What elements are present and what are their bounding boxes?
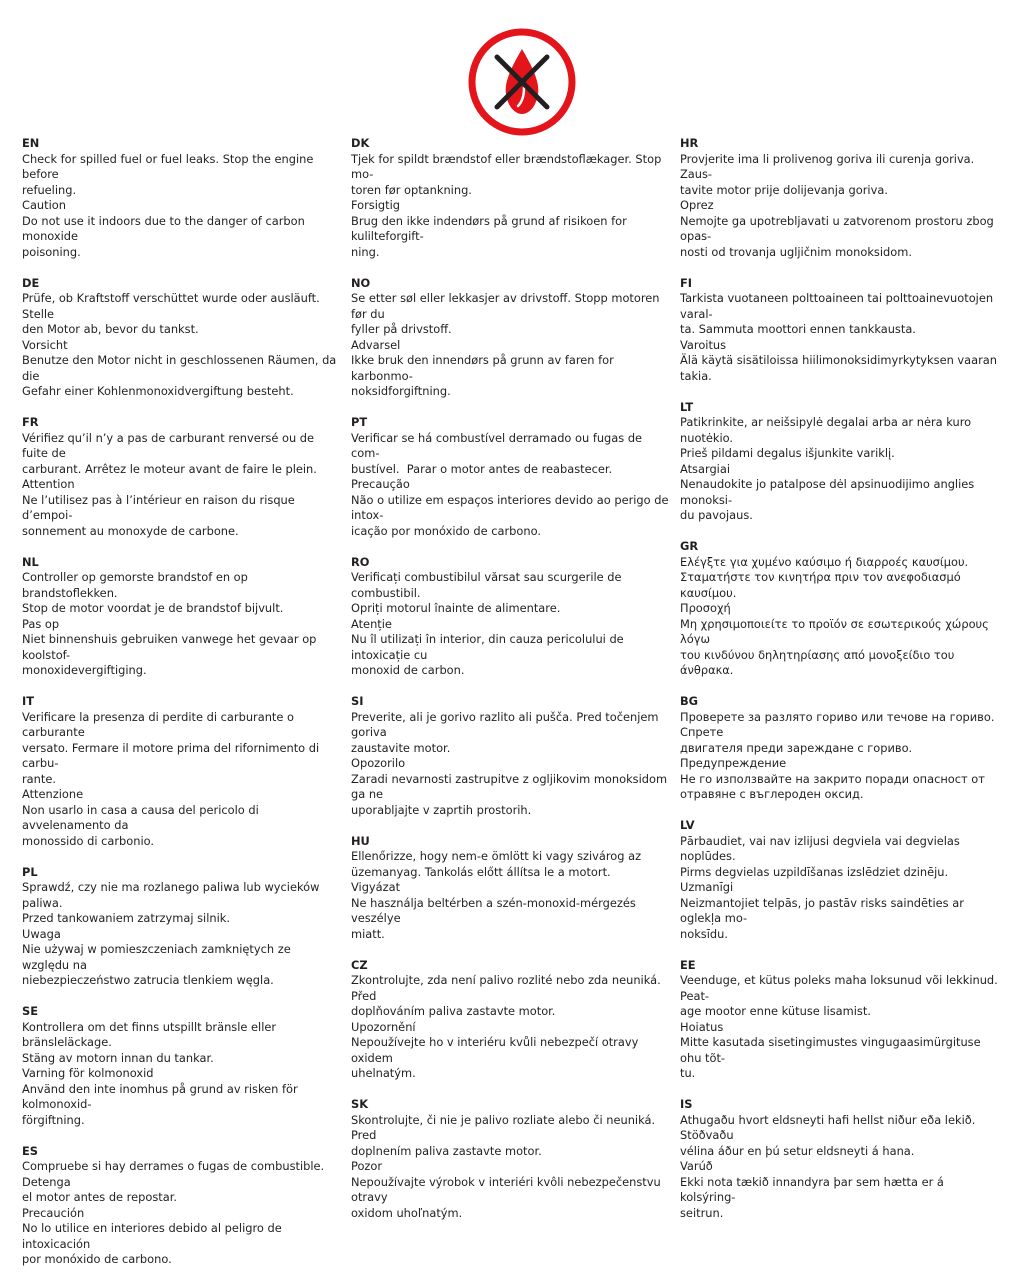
warning-text-line: age mootor enne kütuse lisamist.: [680, 1004, 871, 1018]
language-code: SI: [351, 694, 364, 708]
language-section-it: [22, 694, 341, 849]
warning-text-line: отравяне с въглероден оксид.: [680, 787, 864, 801]
warning-text-line: vélina áður en þú setur eldsneyti á hana.: [680, 1143, 915, 1158]
warning-text-line: ta. Sammuta moottori ennen tankkausta.: [680, 322, 916, 336]
warning-text-line: zaustavite motor.: [351, 740, 451, 755]
warning-text-line: sonnement au monoxyde de carbone.: [22, 523, 239, 538]
warning-text-line: No lo utilice en interiores debido al peligro de intoxicación: [22, 1221, 286, 1251]
warning-text-line: Ikke bruk den innendørs på grunn av faren for karbonmo-: [351, 353, 618, 383]
warning-text-line: Brug den ikke indendørs på grund af risikoen for kulilteforgift-: [351, 213, 631, 243]
warning-text-line: Zaradi nevarnosti zastrupitve z ogljikovim monoksidom ga ne: [351, 771, 671, 801]
warning-text-line: Проверете за разлято гориво или течове на гориво. Спрете: [680, 709, 999, 739]
warning-text-line: monossido di carbonio.: [22, 833, 155, 848]
warning-text-line: poisoning.: [22, 244, 81, 259]
warning-text-line: Preverite, ali je gorivo razlito ali pušča. Pred točenjem goriva: [351, 709, 663, 739]
warning-text-line: Przed tankowaniem zatrzymaj silnik.: [22, 911, 230, 925]
warning-text-line: Prüfe, ob Kraftstoff verschüttet wurde oder ausläuft. Stelle: [22, 291, 324, 321]
warning-text-line: Verificar se há combustível derramado ou fugas de com-: [351, 430, 646, 460]
warning-text-line: noksīdu.: [680, 926, 728, 941]
language-section-ee: [680, 957, 1002, 1082]
warning-text-line: Älä käytä sisätiloissa hiilimonoksidimyrkytyksen vaaran takia.: [680, 353, 1001, 383]
language-section-hr: [680, 136, 999, 260]
language-code: SK: [351, 1097, 369, 1111]
warning-text-line: Caution: [22, 198, 66, 212]
language-section-en: [22, 136, 341, 260]
language-section-pl: [22, 865, 341, 989]
warning-text-line: Precaução: [351, 477, 410, 491]
language-section-is: [680, 1097, 999, 1221]
warning-text-line: miatt.: [351, 926, 385, 941]
warning-text-line: Nu îl utilizați în interior, din cauza pericolului de intoxicație cu: [351, 632, 628, 662]
warning-text-line: rante.: [22, 771, 56, 786]
warning-text-line: Μη χρησιμοποιείτε το προϊόν σε εσωτερικούς χώρους λόγω: [680, 616, 993, 646]
warning-text-line: Använd den inte inomhus på grund av risken för kolmonoxid-: [22, 1081, 302, 1111]
warning-text-line: Verificare la presenza di perdite di carburante o carburante: [22, 709, 298, 739]
language-code: HU: [351, 833, 370, 848]
warning-text-line: Precaución: [22, 1205, 85, 1220]
warning-text-line: doplnením paliva zastavte motor.: [351, 1143, 542, 1158]
warning-text-line: Sprawdź, czy nie ma rozlanego paliwa lub wycieków paliwa.: [22, 880, 324, 910]
warning-text-line: Benutze den Motor nicht in geschlossenen Räumen, da die: [22, 353, 340, 383]
warning-text-line: Não o utilize em espaços interiores devido ao perigo de intox-: [351, 492, 673, 522]
language-code: DE: [22, 275, 40, 290]
warning-text-line: Vigyázat: [351, 880, 401, 894]
language-code: EE: [680, 957, 696, 972]
warning-text-line: Veenduge, et kütus poleks maha loksunud või lekkinud. Peat-: [680, 973, 1002, 1003]
warning-text-line: Tjek for spildt brændstof eller brændstoflækager. Stop mo-: [351, 151, 665, 181]
warning-text-line: Se etter søl eller lekkasjer av drivstoff. Stopp motoren før du: [351, 291, 664, 321]
warning-text-line: Compruebe si hay derrames o fugas de combustible. Detenga: [22, 1159, 328, 1189]
language-code: NO: [351, 275, 371, 290]
warning-text-line: Gefahr einer Kohlenmonoxidvergiftung besteht.: [22, 384, 294, 398]
language-code: EN: [22, 136, 40, 150]
warning-text-line: du pavojaus.: [680, 508, 753, 522]
warning-text-columns: [22, 136, 1012, 1283]
language-section-hu: [351, 834, 670, 943]
language-section-se: [22, 1004, 341, 1128]
language-code: FI: [680, 275, 693, 290]
warning-text-line: Σταματήστε τον κινητήρα πριν τον ανεφοδιασμό καυσίμου.: [680, 570, 965, 600]
warning-text-line: Attenzione: [22, 787, 84, 801]
warning-text-line: Uzmanīgi: [680, 880, 734, 894]
language-code: CZ: [351, 957, 368, 972]
warning-text-line: den Motor ab, bevor du tankst.: [22, 322, 199, 336]
warning-text-line: Forsigtig: [351, 198, 400, 212]
warning-text-line: του κινδύνου δηλητηρίασης από μονοξείδιο του άνθρακα.: [680, 647, 958, 677]
warning-text-line: fyller på drivstoff.: [351, 322, 452, 336]
language-section-sk: [351, 1097, 670, 1221]
warning-text-line: двигателя преди зареждане с гориво.: [680, 740, 913, 755]
warning-text-line: Nepoužívejte ho v interiéru kvůli nebezpečí otravy oxidem: [351, 1035, 642, 1065]
no-fuel-leak-icon: [466, 26, 578, 138]
language-section-cz: [351, 958, 670, 1082]
warning-text-line: Atsargiai: [680, 461, 730, 476]
warning-text-line: Oprez: [680, 198, 714, 212]
language-section-fi: [680, 276, 999, 385]
warning-text-line: Kontrollera om det finns utspillt bränsle eller bränsleläckage.: [22, 1019, 280, 1049]
warning-text-line: por monóxido de carbono.: [22, 1252, 172, 1266]
language-section-de: [22, 276, 341, 400]
warning-text-line: monoxidevergiftiging.: [22, 663, 147, 677]
warning-text-line: Advarsel: [351, 337, 401, 352]
language-code: NL: [22, 554, 39, 569]
column-1: [22, 136, 341, 1283]
language-code: IS: [680, 1097, 693, 1111]
warning-text-line: Mitte kasutada sisetingimustes vingugaasimürgituse ohu tõt-: [680, 1035, 985, 1065]
warning-text-line: carburant. Arrêtez le moteur avant de faire le plein.: [22, 461, 317, 476]
warning-text-line: monoxid de carbon.: [351, 663, 465, 677]
language-code: IT: [22, 694, 35, 708]
warning-text-line: icação por monóxido de carbono.: [351, 523, 541, 538]
column-2: [351, 136, 673, 1283]
language-section-no: [351, 276, 670, 400]
warning-text-line: Opozorilo: [351, 756, 406, 770]
warning-text-line: uhelnatým.: [351, 1066, 416, 1080]
warning-text-line: Ne l’utilisez pas à l’intérieur en raison du risque d’empoi-: [22, 492, 299, 522]
warning-text-line: Varning för kolmonoxid: [22, 1066, 154, 1080]
warning-text-line: Pas op: [22, 616, 60, 631]
warning-text-line: Attention: [22, 477, 75, 491]
warning-text-line: toren før optankning.: [351, 182, 472, 197]
warning-text-line: Προσοχή: [680, 601, 731, 615]
warning-text-line: Athugaðu hvort eldsneyti hafi hellst niður eða lekið. Stöðvaðu: [680, 1112, 979, 1142]
warning-text-line: Patikrinkite, ar neišsipylė degalai arba ar nėra kuro nuotėkio.: [680, 415, 975, 445]
language-section-gr: [680, 539, 999, 679]
warning-text-line: Stop de motor voordat je de brandstof bijvult.: [22, 601, 284, 615]
warning-text-line: förgiftning.: [22, 1112, 85, 1127]
language-section-es: [22, 1144, 341, 1268]
warning-text-line: ning.: [351, 244, 380, 259]
warning-text-line: Provjerite ima li prolivenog goriva ili curenja goriva. Zaus-: [680, 151, 978, 181]
language-code: LT: [680, 399, 694, 414]
warning-text-line: Vorsicht: [22, 337, 68, 352]
warning-text-line: Skontrolujte, či nie je palivo rozliate alebo či neuniká. Pred: [351, 1112, 659, 1142]
warning-text-line: doplňováním paliva zastavte motor.: [351, 1004, 556, 1018]
warning-text-line: Atenție: [351, 616, 392, 631]
warning-text-line: Nenaudokite jo patalpose dėl apsinuodijimo anglies monoksi-: [680, 477, 978, 507]
language-code: FR: [22, 415, 39, 429]
language-code: SE: [22, 1004, 38, 1018]
warning-text-line: Nepoužívajte výrobok v interiéri kvôli nebezpečenstvu otravy: [351, 1174, 665, 1204]
warning-text-line: Stäng av motorn innan du tankar.: [22, 1050, 214, 1065]
language-section-fr: [22, 415, 341, 539]
language-code: GR: [680, 539, 699, 553]
warning-text-line: Check for spilled fuel or fuel leaks. Stop the engine before: [22, 151, 318, 181]
language-section-ro: [351, 555, 670, 679]
warning-text-line: nosti od trovanja ugljičnim monoksidom.: [680, 244, 912, 259]
language-section-lv: [680, 818, 999, 942]
warning-text-line: Ekki nota tækið innandyra þar sem hætta er á kolsýring-: [680, 1174, 948, 1204]
language-section-nl: [22, 555, 341, 679]
warning-text-line: üzemanyag. Tankolás előtt állítsa le a motort.: [351, 864, 611, 879]
warning-text-line: Nie używaj w pomieszczeniach zamkniętych ze względu na: [22, 942, 295, 972]
warning-text-line: Opriți motorul înainte de alimentare.: [351, 601, 561, 615]
language-code: LV: [680, 818, 695, 832]
warning-text-line: tu.: [680, 1066, 696, 1080]
language-code: PT: [351, 415, 368, 429]
warning-text-line: oxidom uhoľnatým.: [351, 1205, 463, 1220]
warning-text-line: Tarkista vuotaneen polttoaineen tai polttoainevuotojen varal-: [680, 291, 997, 321]
warning-text-line: Prieš pildami degalus išjunkite variklį.: [680, 446, 895, 460]
warning-text-line: Не го използвайте на закрито поради опасност от: [680, 771, 985, 786]
warning-text-line: Upozornění: [351, 1019, 416, 1034]
warning-text-line: uporabljajte v zaprtih prostorih.: [351, 802, 532, 817]
language-code: PL: [22, 864, 38, 879]
column-3: [680, 136, 1002, 1283]
warning-text-line: Neizmantojiet telpās, jo pastāv risks saindēties ar oglekļa mo-: [680, 895, 968, 925]
warning-text-line: noksidforgiftning.: [351, 384, 451, 398]
language-code: HR: [680, 136, 699, 150]
language-section-si: [351, 694, 670, 818]
warning-text-line: Controller op gemorste brandstof en op brandstoflekken.: [22, 570, 252, 600]
warning-text-line: Do not use it indoors due to the danger of carbon monoxide: [22, 213, 309, 243]
warning-text-line: Vérifiez qu’il n’y a pas de carburant renversé ou de fuite de: [22, 430, 318, 460]
language-section-dk: [351, 136, 670, 260]
warning-text-line: Varúð: [680, 1159, 713, 1173]
warning-text-line: el motor antes de repostar.: [22, 1190, 177, 1204]
warning-text-line: Pārbaudiet, vai nav izlijusi degviela vai degvielas noplūdes.: [680, 833, 964, 863]
no-fuel-leak-icon-graphic: [466, 26, 578, 138]
warning-text-line: versato. Fermare il motore prima del rifornimento di carbu-: [22, 740, 323, 770]
warning-text-line: bustível. Parar o motor antes de reabastecer.: [351, 461, 613, 476]
warning-text-line: seitrun.: [680, 1205, 724, 1220]
warning-text-line: Ελέγξτε για χυμένο καύσιμο ή διαρροές καυσίμου.: [680, 554, 969, 569]
language-code: ES: [22, 1143, 38, 1158]
warning-text-line: Nemojte ga upotrebljavati u zatvorenom prostoru zbog opas-: [680, 213, 998, 243]
language-section-pt: [351, 415, 673, 539]
warning-text-line: Pozor: [351, 1159, 383, 1173]
warning-text-line: Zkontrolujte, zda není palivo rozlité nebo zda neuniká. Před: [351, 973, 665, 1003]
warning-text-line: refueling.: [22, 182, 77, 197]
warning-text-line: Hoiatus: [680, 1019, 724, 1034]
warning-text-line: Verificați combustibilul vărsat sau scurgerile de combustibil.: [351, 570, 626, 600]
warning-text-line: Pirms degvielas uzpildīšanas izslēdziet dzinēju.: [680, 864, 949, 879]
warning-text-line: Non usarlo in casa a causa del pericolo di avvelenamento da: [22, 802, 263, 832]
warning-text-line: Niet binnenshuis gebruiken vanwege het gevaar op koolstof-: [22, 632, 321, 662]
warning-text-line: Varoitus: [680, 337, 727, 352]
warning-text-line: Ellenőrizze, hogy nem-e ömlött ki vagy szivárog az: [351, 849, 642, 863]
language-code: BG: [680, 694, 699, 708]
warning-text-line: Uwaga: [22, 926, 61, 941]
warning-text-line: Предупреждение: [680, 756, 787, 770]
language-code: DK: [351, 136, 370, 150]
language-section-lt: [680, 400, 999, 524]
language-section-bg: [680, 694, 999, 803]
warning-text-line: niebezpieczeństwo zatrucia tlenkiem węgla.: [22, 973, 274, 987]
warning-text-line: tavite motor prije dolijevanja goriva.: [680, 182, 888, 197]
language-code: RO: [351, 554, 370, 569]
warning-text-line: Ne használja beltérben a szén-monoxid-mérgezés veszélye: [351, 895, 640, 925]
